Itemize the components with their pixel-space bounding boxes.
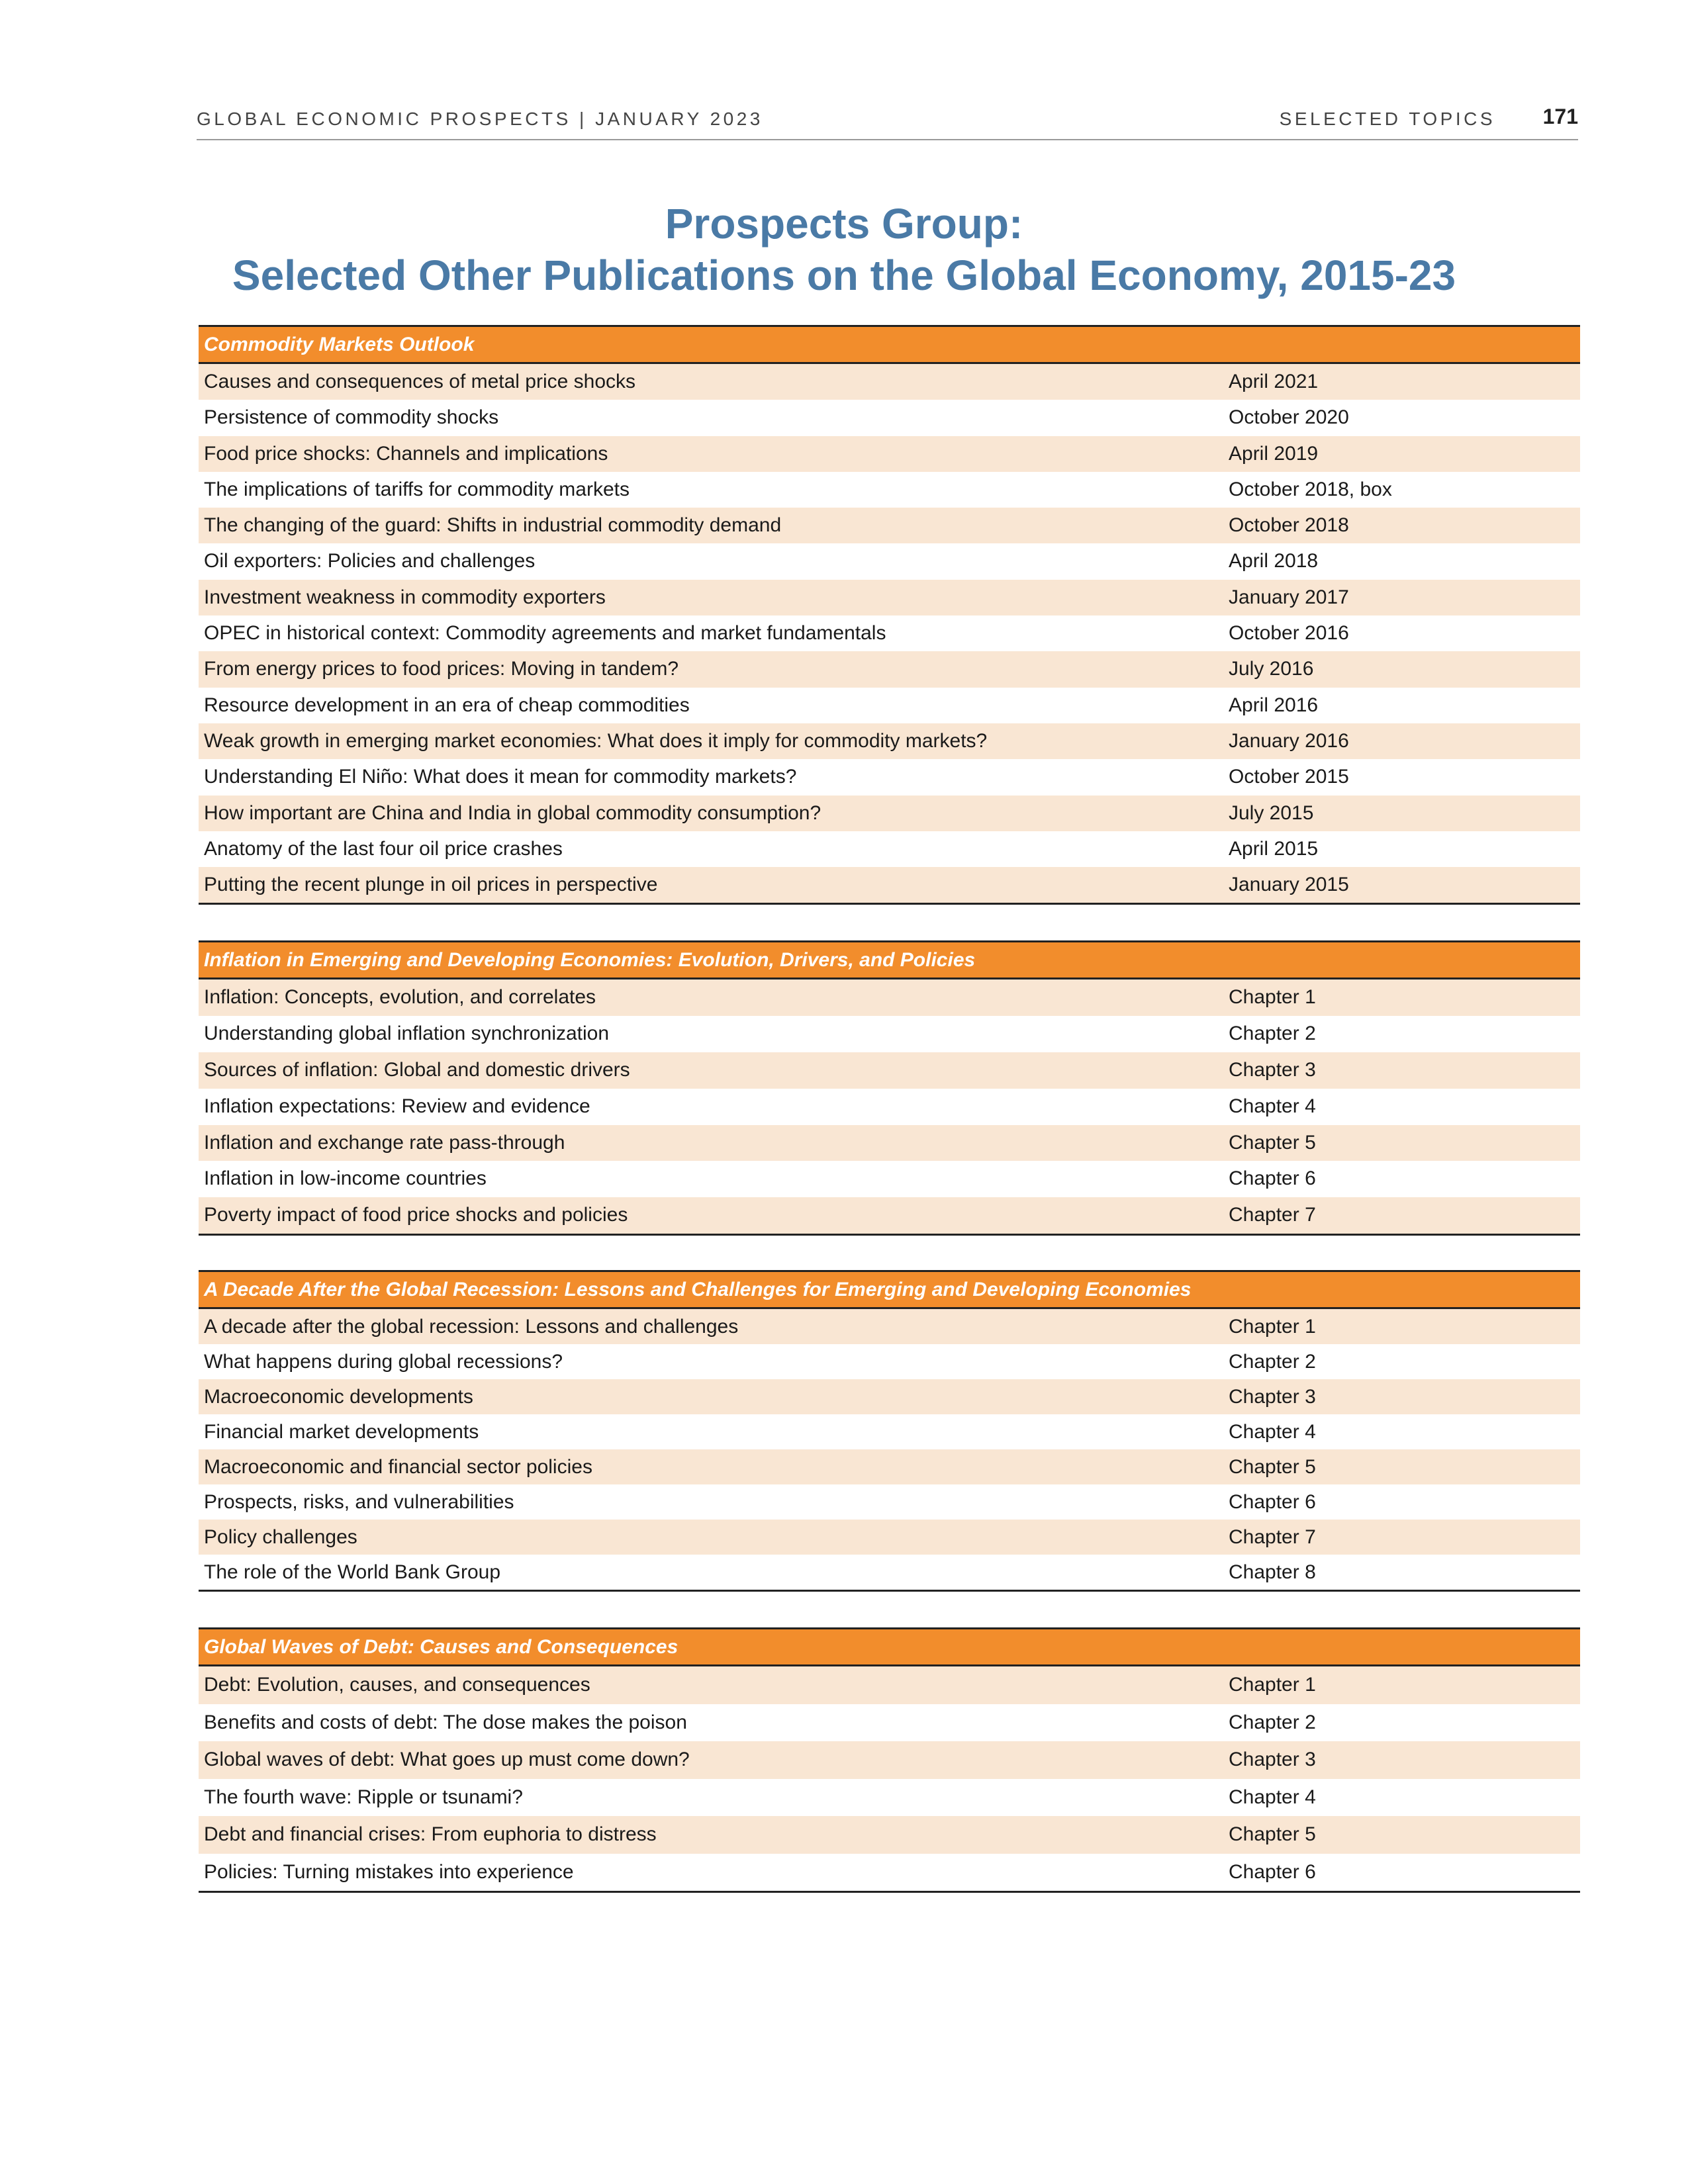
publication-reference: Chapter 2 bbox=[1229, 1711, 1316, 1733]
section-decade-after-global-recession bbox=[199, 1270, 1580, 1592]
publication-title: Global waves of debt: What goes up must come down? bbox=[204, 1749, 690, 1770]
publication-row bbox=[199, 1666, 1580, 1704]
publication-title: Anatomy of the last four oil price crashes bbox=[204, 837, 563, 860]
publication-row bbox=[199, 1555, 1580, 1590]
page-number: 171 bbox=[1542, 105, 1578, 128]
publication-reference: April 2018 bbox=[1229, 550, 1319, 572]
publication-reference: January 2017 bbox=[1229, 586, 1349, 608]
publication-list bbox=[199, 364, 1580, 905]
publication-reference: April 2021 bbox=[1229, 371, 1319, 392]
publication-reference: October 2018 bbox=[1229, 514, 1349, 537]
publication-row bbox=[199, 1052, 1580, 1089]
publication-title: Poverty impact of food price shocks and policies bbox=[204, 1204, 628, 1226]
publication-row bbox=[199, 1125, 1580, 1161]
publication-row bbox=[199, 1484, 1580, 1520]
publication-row bbox=[199, 979, 1580, 1016]
publication-reference: Chapter 5 bbox=[1229, 1456, 1316, 1478]
publication-reference: April 2015 bbox=[1229, 837, 1319, 860]
publication-title: Financial market developments bbox=[204, 1421, 479, 1443]
publication-title: Macroeconomic developments bbox=[204, 1386, 473, 1408]
publication-row bbox=[199, 759, 1580, 795]
page-title-line-1: Prospects Group: bbox=[665, 200, 1023, 248]
publication-row bbox=[199, 831, 1580, 867]
section-commodity-markets-outlook bbox=[199, 325, 1580, 905]
publication-reference: July 2015 bbox=[1229, 801, 1314, 824]
publication-title: Oil exporters: Policies and challenges bbox=[204, 550, 536, 572]
publication-title: The changing of the guard: Shifts in industrial commodity demand bbox=[204, 514, 782, 537]
publication-reference: Chapter 2 bbox=[1229, 1351, 1316, 1373]
running-header bbox=[197, 105, 1578, 140]
section-heading: A Decade After the Global Recession: Lessons and Challenges for Emerging and Developing Economies bbox=[199, 1270, 1580, 1309]
publication-row bbox=[199, 1779, 1580, 1817]
publication-reference: October 2018, box bbox=[1229, 478, 1392, 500]
publication-row bbox=[199, 1449, 1580, 1484]
publication-title: What happens during global recessions? bbox=[204, 1351, 563, 1373]
publication-title: The role of the World Bank Group bbox=[204, 1561, 501, 1583]
publication-title: Food price shocks: Channels and implications bbox=[204, 442, 608, 465]
publication-title: Inflation: Concepts, evolution, and correlates bbox=[204, 986, 596, 1008]
page-title-line-2: Selected Other Publications on the Global Economy, 2015-23 bbox=[232, 251, 1456, 299]
publication-reference: Chapter 5 bbox=[1229, 1131, 1316, 1154]
publication-reference: July 2016 bbox=[1229, 658, 1314, 680]
publication-reference: October 2020 bbox=[1229, 406, 1349, 429]
publication-reference: Chapter 3 bbox=[1229, 1058, 1316, 1081]
section-global-waves-of-debt bbox=[199, 1627, 1580, 1893]
publication-reference: Chapter 1 bbox=[1229, 1316, 1316, 1338]
publication-row bbox=[199, 543, 1580, 579]
publication-reference: October 2016 bbox=[1229, 622, 1349, 645]
publication-reference: Chapter 4 bbox=[1229, 1421, 1316, 1443]
publication-row bbox=[199, 615, 1580, 651]
publication-row bbox=[199, 508, 1580, 543]
publication-title: A decade after the global recession: Lessons and challenges bbox=[204, 1316, 739, 1338]
publication-reference: Chapter 4 bbox=[1229, 1786, 1316, 1808]
publication-reference: Chapter 1 bbox=[1229, 986, 1316, 1008]
publication-title: Putting the recent plunge in oil prices in perspective bbox=[204, 874, 658, 896]
publication-title: Understanding El Niño: What does it mean for commodity markets? bbox=[204, 766, 797, 788]
publication-row bbox=[199, 364, 1580, 400]
publication-title: Policies: Turning mistakes into experience bbox=[204, 1860, 574, 1883]
publication-row bbox=[199, 1520, 1580, 1555]
publication-title: Weak growth in emerging market economies: What does it imply for commodity markets? bbox=[204, 729, 988, 752]
publication-row bbox=[199, 1016, 1580, 1052]
publication-row bbox=[199, 1816, 1580, 1854]
publication-reference: April 2016 bbox=[1229, 694, 1319, 716]
publication-list bbox=[199, 1309, 1580, 1592]
publication-title: Benefits and costs of debt: The dose makes the poison bbox=[204, 1711, 687, 1733]
publication-title: Sources of inflation: Global and domestic drivers bbox=[204, 1058, 630, 1081]
publication-reference: January 2015 bbox=[1229, 874, 1349, 896]
publication-row bbox=[199, 651, 1580, 687]
publication-row bbox=[199, 796, 1580, 831]
publication-title: Investment weakness in commodity exporters bbox=[204, 586, 606, 608]
publication-title: Persistence of commodity shocks bbox=[204, 406, 499, 429]
publication-reference: Chapter 3 bbox=[1229, 1749, 1316, 1770]
publication-title: How important are China and India in global commodity consumption? bbox=[204, 801, 821, 824]
publication-reference: Chapter 7 bbox=[1229, 1204, 1316, 1226]
publication-title: From energy prices to food prices: Moving in tandem? bbox=[204, 658, 679, 680]
publication-reference: October 2015 bbox=[1229, 766, 1349, 788]
publication-list bbox=[199, 979, 1580, 1236]
publication-reference: Chapter 3 bbox=[1229, 1386, 1316, 1408]
publication-list bbox=[199, 1666, 1580, 1893]
publication-row bbox=[199, 1704, 1580, 1742]
publication-row bbox=[199, 472, 1580, 508]
publication-row bbox=[199, 1741, 1580, 1779]
publication-row bbox=[199, 1854, 1580, 1891]
publication-row bbox=[199, 1344, 1580, 1379]
publication-row bbox=[199, 1414, 1580, 1449]
publication-reference: Chapter 7 bbox=[1229, 1526, 1316, 1548]
publication-reference: Chapter 2 bbox=[1229, 1022, 1316, 1044]
publication-reference: January 2016 bbox=[1229, 729, 1349, 752]
section-heading: Commodity Markets Outlook bbox=[199, 325, 1580, 364]
publication-title: Inflation expectations: Review and evidence bbox=[204, 1095, 590, 1117]
publication-row bbox=[199, 1089, 1580, 1125]
section-heading: Inflation in Emerging and Developing Economies: Evolution, Drivers, and Policies bbox=[199, 940, 1580, 979]
publication-reference: Chapter 6 bbox=[1229, 1167, 1316, 1190]
publication-row bbox=[199, 1309, 1580, 1344]
publication-title: Causes and consequences of metal price shocks bbox=[204, 371, 636, 392]
publication-title: Resource development in an era of cheap commodities bbox=[204, 694, 690, 716]
publication-reference: Chapter 6 bbox=[1229, 1491, 1316, 1513]
publication-row bbox=[199, 580, 1580, 615]
publication-row bbox=[199, 400, 1580, 435]
publication-title: Debt: Evolution, causes, and consequences bbox=[204, 1674, 590, 1696]
publication-reference: April 2019 bbox=[1229, 442, 1319, 465]
publication-title: Macroeconomic and financial sector policies bbox=[204, 1456, 592, 1478]
publication-reference: Chapter 6 bbox=[1229, 1860, 1316, 1883]
publication-title: Understanding global inflation synchronization bbox=[204, 1022, 610, 1044]
publication-title: Debt and financial crises: From euphoria to distress bbox=[204, 1823, 657, 1845]
publication-title: The implications of tariffs for commodity markets bbox=[204, 478, 630, 500]
section-label: SELECTED TOPICS bbox=[1279, 109, 1495, 129]
publication-reference: Chapter 1 bbox=[1229, 1674, 1316, 1696]
publication-title: Inflation and exchange rate pass-through bbox=[204, 1131, 565, 1154]
publication-reference: Chapter 5 bbox=[1229, 1823, 1316, 1845]
section-heading: Global Waves of Debt: Causes and Consequences bbox=[199, 1627, 1580, 1666]
publication-row bbox=[199, 1379, 1580, 1414]
publication-title: Policy challenges bbox=[204, 1526, 357, 1548]
publication-title: GLOBAL ECONOMIC PROSPECTS | JANUARY 2023 bbox=[197, 109, 763, 129]
publication-row bbox=[199, 723, 1580, 759]
publication-title: The fourth wave: Ripple or tsunami? bbox=[204, 1786, 523, 1808]
publication-title: Prospects, risks, and vulnerabilities bbox=[204, 1491, 514, 1513]
publication-row bbox=[199, 1197, 1580, 1234]
publication-row bbox=[199, 867, 1580, 903]
publication-row bbox=[199, 436, 1580, 472]
publication-reference: Chapter 8 bbox=[1229, 1561, 1316, 1583]
publication-row bbox=[199, 1161, 1580, 1197]
publication-reference: Chapter 4 bbox=[1229, 1095, 1316, 1117]
publication-title: Inflation in low-income countries bbox=[204, 1167, 487, 1190]
publication-title: OPEC in historical context: Commodity agreements and market fundamentals bbox=[204, 622, 886, 645]
publication-row bbox=[199, 688, 1580, 723]
section-inflation-emde bbox=[199, 940, 1580, 1236]
